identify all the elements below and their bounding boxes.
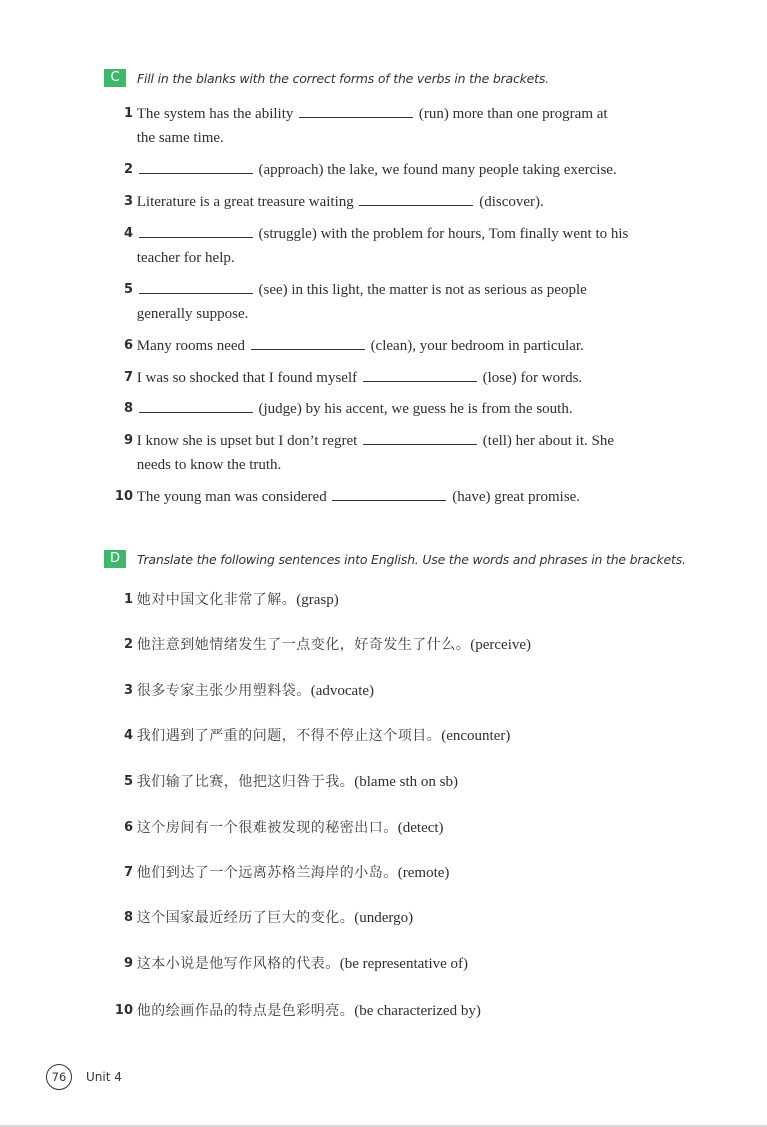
translation-item-9 bbox=[104, 952, 694, 976]
translation-item-8 bbox=[104, 906, 694, 930]
item-text-continued: teacher for help. bbox=[136, 250, 235, 266]
answer-blank[interactable] bbox=[359, 191, 473, 206]
hint-phrase: (encounter) bbox=[441, 728, 511, 744]
item-text-before: I know she is upset but I don’t regret bbox=[136, 433, 358, 449]
answer-blank[interactable] bbox=[139, 223, 253, 238]
item-text-after: (discover). bbox=[479, 194, 544, 210]
item-text-continued: the same time. bbox=[136, 130, 224, 146]
exercise-c-item-7 bbox=[104, 366, 694, 390]
item-number: 4 bbox=[123, 728, 133, 743]
item-text-continued: generally suppose. bbox=[136, 306, 249, 322]
translation-item-6 bbox=[104, 816, 694, 840]
chinese-sentence: 我们遇到了严重的问题，不得不停止这个项目。 bbox=[136, 728, 442, 744]
section-d-header bbox=[104, 550, 686, 568]
answer-blank[interactable] bbox=[299, 103, 413, 118]
page-number: 76 bbox=[46, 1064, 72, 1090]
hint-phrase: (remote) bbox=[397, 865, 450, 881]
answer-blank[interactable] bbox=[363, 367, 477, 382]
chinese-sentence: 这个国家最近经历了巨大的变化。 bbox=[136, 910, 355, 926]
item-text-after: (judge) by his accent, we guess he is from the south. bbox=[258, 401, 573, 417]
section-d-badge: D bbox=[104, 550, 126, 568]
chinese-sentence: 他的绘画作品的特点是色彩明亮。 bbox=[136, 1003, 355, 1019]
item-number: 6 bbox=[123, 338, 133, 353]
item-text-after: (have) great promise. bbox=[452, 489, 581, 505]
chinese-sentence: 她对中国文化非常了解。 bbox=[136, 592, 297, 608]
item-number: 6 bbox=[123, 820, 133, 835]
hint-phrase: (undergo) bbox=[354, 910, 414, 926]
translation-item-10 bbox=[104, 999, 694, 1023]
chinese-sentence: 这个房间有一个很难被发现的秘密出口。 bbox=[136, 820, 398, 836]
exercise-c-item-6 bbox=[104, 334, 694, 358]
item-number: 2 bbox=[123, 637, 133, 652]
item-number: 2 bbox=[123, 162, 133, 177]
section-c-instruction: Fill in the blanks with the correct forms of the verbs in the brackets. bbox=[137, 70, 549, 86]
item-text-before: The young man was considered bbox=[136, 489, 327, 505]
hint-phrase: (be representative of) bbox=[339, 956, 469, 972]
answer-blank[interactable] bbox=[332, 486, 446, 501]
item-text-continued: needs to know the truth. bbox=[136, 457, 282, 473]
item-number: 7 bbox=[123, 865, 133, 880]
item-text-after: (tell) her about it. She bbox=[482, 433, 614, 449]
hint-phrase: (blame sth on sb) bbox=[354, 774, 458, 790]
translation-item-5 bbox=[104, 770, 694, 794]
answer-blank[interactable] bbox=[251, 335, 365, 350]
item-number: 5 bbox=[123, 282, 133, 297]
chinese-sentence: 他注意到她情绪发生了一点变化，好奇发生了什么。 bbox=[136, 637, 471, 653]
section-c-badge: C bbox=[104, 69, 126, 87]
exercise-c-item-5 bbox=[104, 278, 694, 326]
item-text-after: (lose) for words. bbox=[482, 370, 583, 386]
item-text-before: Literature is a great treasure waiting bbox=[136, 194, 354, 210]
item-number: 8 bbox=[123, 910, 133, 925]
hint-phrase: (be characterized by) bbox=[354, 1003, 481, 1019]
exercise-c-item-4 bbox=[104, 222, 694, 270]
answer-blank[interactable] bbox=[363, 430, 477, 445]
translation-item-1 bbox=[104, 588, 694, 612]
item-text-after: (clean), your bedroom in particular. bbox=[370, 338, 584, 354]
item-number: 10 bbox=[114, 489, 133, 504]
item-number: 9 bbox=[123, 433, 133, 448]
item-text-before: Many rooms need bbox=[136, 338, 246, 354]
hint-phrase: (grasp) bbox=[296, 592, 339, 608]
item-number: 3 bbox=[123, 683, 133, 698]
item-text-after: (run) more than one program at bbox=[418, 106, 608, 122]
item-number: 10 bbox=[114, 1003, 133, 1018]
exercise-c-item-3 bbox=[104, 190, 694, 214]
hint-phrase: (detect) bbox=[397, 820, 444, 836]
exercise-c-item-8 bbox=[104, 397, 694, 421]
exercise-c-item-1 bbox=[104, 102, 694, 150]
translation-item-2 bbox=[104, 633, 694, 657]
translation-item-4 bbox=[104, 724, 694, 748]
chinese-sentence: 我们输了比赛，他把这归咎于我。 bbox=[136, 774, 355, 790]
item-text-before: I was so shocked that I found myself bbox=[136, 370, 358, 386]
item-text-after: (approach) the lake, we found many people taking exercise. bbox=[258, 162, 617, 178]
item-number: 4 bbox=[123, 226, 133, 241]
page-footer bbox=[46, 1064, 122, 1090]
answer-blank[interactable] bbox=[139, 398, 253, 413]
hint-phrase: (perceive) bbox=[470, 637, 532, 653]
exercise-c-item-2 bbox=[104, 158, 694, 182]
item-number: 9 bbox=[123, 956, 133, 971]
item-text-after: (see) in this light, the matter is not as serious as people bbox=[258, 282, 587, 298]
chinese-sentence: 这本小说是他写作风格的代表。 bbox=[136, 956, 340, 972]
section-d-instruction: Translate the following sentences into English. Use the words and phrases in the brackets. bbox=[137, 551, 686, 567]
chinese-sentence: 很多专家主张少用塑料袋。 bbox=[136, 683, 311, 699]
item-number: 1 bbox=[123, 592, 133, 607]
item-text-after: (struggle) with the problem for hours, Tom finally went to his bbox=[258, 226, 629, 242]
item-text-before: The system has the ability bbox=[136, 106, 294, 122]
unit-label: Unit 4 bbox=[86, 1070, 122, 1084]
item-number: 1 bbox=[123, 106, 133, 121]
translation-item-3 bbox=[104, 679, 694, 703]
chinese-sentence: 他们到达了一个远离苏格兰海岸的小岛。 bbox=[136, 865, 398, 881]
item-number: 5 bbox=[123, 774, 133, 789]
translation-item-7 bbox=[104, 861, 694, 885]
section-c-header bbox=[104, 69, 549, 87]
answer-blank[interactable] bbox=[139, 159, 253, 174]
item-number: 7 bbox=[123, 370, 133, 385]
answer-blank[interactable] bbox=[139, 279, 253, 294]
hint-phrase: (advocate) bbox=[310, 683, 375, 699]
item-number: 8 bbox=[123, 401, 133, 416]
exercise-c-item-9 bbox=[104, 429, 694, 477]
exercise-c-item-10 bbox=[104, 485, 694, 509]
item-number: 3 bbox=[123, 194, 133, 209]
